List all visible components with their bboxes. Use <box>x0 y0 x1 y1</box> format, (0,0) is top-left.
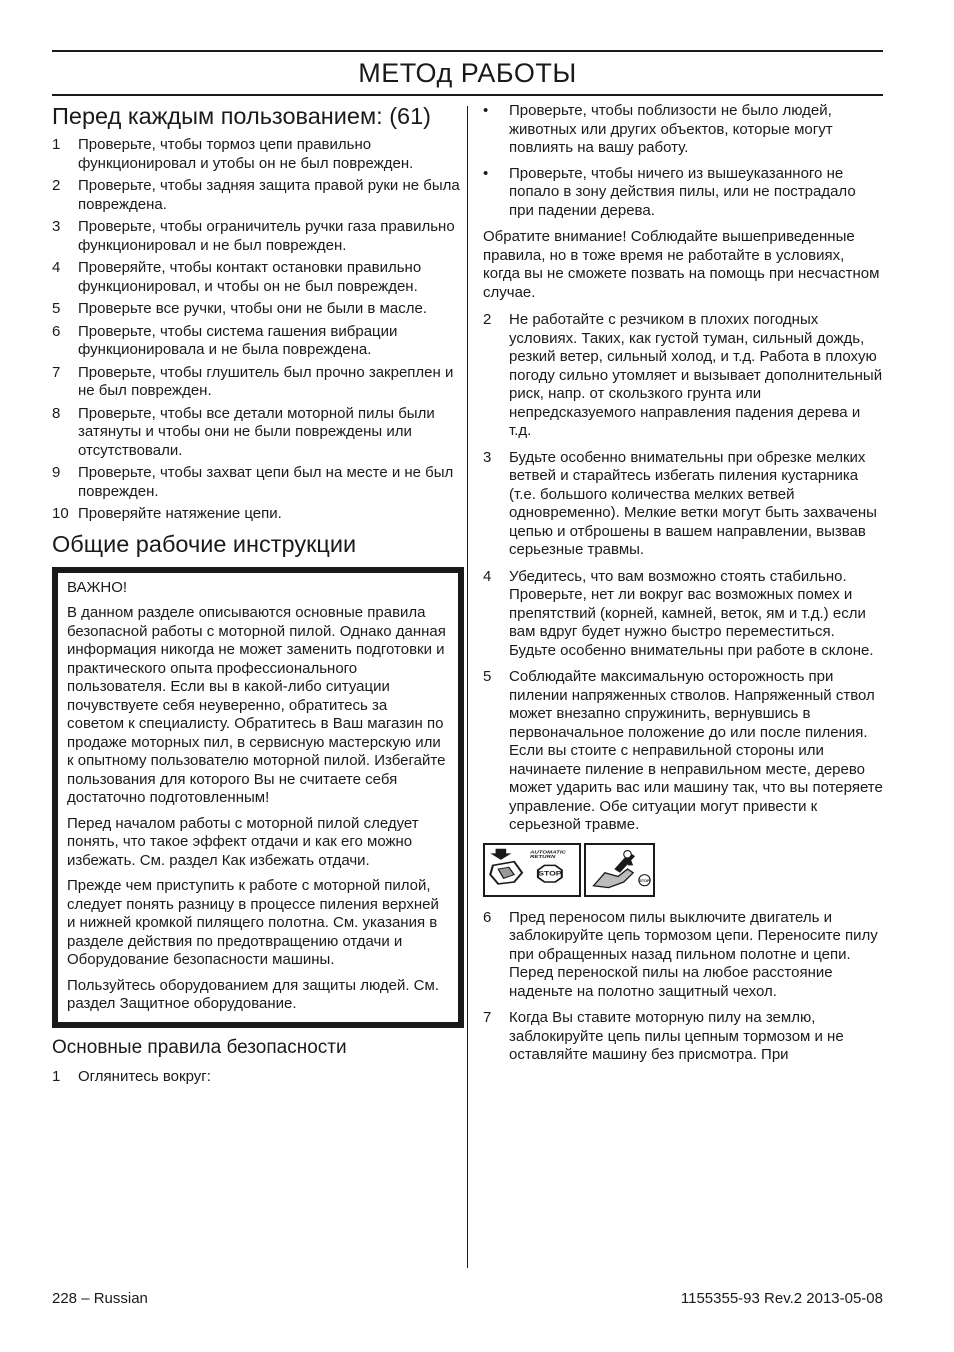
section-heading-before-use: Перед каждым пользованием: (61) <box>52 103 431 129</box>
item-number: 2 <box>52 177 61 194</box>
item-number: 6 <box>483 908 492 926</box>
important-warning-box <box>52 567 464 1028</box>
item-number: 10 <box>52 505 69 522</box>
chainsaw-kickback-symbol-icon <box>584 843 655 897</box>
subheading-basic-safety-rules: Основные правила безопасности <box>52 1036 347 1058</box>
safety-rules-list-end <box>483 909 883 1065</box>
item-text: Проверяйте натяжение цепи. <box>78 505 282 522</box>
item-text: Будьте особенно внимательны при обрезке мелких ветвей и старайтесь избегать пиления кустарника (т.е. большого количества мелких ветвей одновременно). Мелкие ветки могут быть захвачены цепью и отброшены в вашем направлении, вызвав серьезные травмы. <box>509 448 877 558</box>
list-item <box>483 449 883 560</box>
item-number: 3 <box>483 448 492 466</box>
item-text: Проверьте, чтобы все детали моторной пилы были затянуты и чтобы они не были повреждены или отсутствовали. <box>78 404 435 459</box>
footer-document-revision: 1155355-93 Rev.2 2013-05-08 <box>680 1290 883 1307</box>
item-text: Проверяйте, чтобы контакт остановки правильно функционировал, и чтобы он не был поврежден. <box>78 259 422 295</box>
item-text: Проверьте, чтобы поблизости не было людей, животных или других объектов, которые могут повлиять на вашу работу. <box>509 102 833 156</box>
list-item <box>483 568 883 661</box>
list-item <box>483 668 883 835</box>
bullet-mark: • <box>483 102 489 119</box>
safety-rules-list <box>52 1068 460 1087</box>
item-text: Пред переносом пилы выключите двигатель и заблокируйте цепь тормозом цепи. Переносите пилу при обращенных назад пильном полотне и цепи. Перед переноской пилы на любое расстояние наденьте на полотно защитный чехол. <box>509 908 878 1000</box>
bullet-item <box>483 165 883 221</box>
list-item <box>52 505 460 524</box>
list-item <box>52 405 460 461</box>
svg-text:STOP: STOP <box>538 869 562 877</box>
list-item <box>52 323 460 360</box>
item-number: 1 <box>52 1067 61 1085</box>
list-item <box>483 909 883 1002</box>
safety-rules-list-continued <box>483 311 883 835</box>
list-item <box>52 136 460 173</box>
list-item <box>52 218 460 255</box>
item-text: Убедитесь, что вам возможно стоять стабильно. Проверьте, нет ли вокруг вас возможных помех и препятствий (корней, камней, веток, ям и т.д.) если вам вдруг будет нужно быстро переместиться. Будьте особенно внимательны при работе в склоне. <box>509 567 874 659</box>
item-text: Оглянитесь вокруг: <box>78 1067 211 1085</box>
warning-paragraph: Пользуйтесь оборудованием для защиты людей. См. раздел Защитное оборудование. <box>67 976 439 1012</box>
item-text: Проверьте, чтобы задняя защита правой руки не была повреждена. <box>78 177 460 213</box>
list-item <box>52 464 460 501</box>
page-title: МЕТОд РАБОТЫ <box>358 58 577 88</box>
item-number: 2 <box>483 311 492 328</box>
warning-label: ВАЖНО! <box>67 578 128 596</box>
list-item <box>52 1068 460 1087</box>
list-item <box>483 311 883 441</box>
warning-paragraph: Перед началом работы с моторной пилой следует понять, что такое эффект отдачи и как его можно избежать. См. раздел Как избежать отдачи. <box>67 814 419 869</box>
item-text: Проверьте, чтобы ограничитель ручки газа правильно функционировал и не был поврежден. <box>78 218 455 254</box>
svg-text:STOP: STOP <box>639 878 650 883</box>
before-use-list <box>52 136 460 524</box>
item-text: Когда Вы ставите моторную пилу на землю, заблокируйте цепь пилы цепным тормозом и не оставляйте машину без присмотра. При <box>509 1009 844 1063</box>
svg-text:AUTOMATIC: AUTOMATIC <box>530 849 566 855</box>
item-number: 9 <box>52 464 61 481</box>
symbol-illustrations <box>483 843 883 897</box>
item-number: 3 <box>52 218 61 235</box>
warning-paragraph: В данном разделе описываются основные правила безопасной работы с моторной пилой. Однако данная информация никогда не может заменить подготовки и практического опыта профессионального пользователя. Если вы в какой-либо ситуации почувствуете себя неуверенно, обратитесь за советом к специалисту. Обратитесь в Ваш магазин по продаже моторных пил, в сервисную мастерскую или к опытному пользователю моторной пилой. Избегайте пользования для которого Вы не считаете себя достаточно подготовленным! <box>67 604 446 806</box>
svg-text:RETURN: RETURN <box>530 854 556 860</box>
item-text: Проверьте, чтобы глушитель был прочно закреплен и не был поврежден. <box>78 363 454 399</box>
list-item <box>52 177 460 214</box>
column-divider <box>467 106 468 1268</box>
warning-paragraph: Прежде чем приступить к работе с моторной пилой, следует понять разницу в процессе пиления верхней и нижней кромкой пилящего полотна. См. указания в разделе действия по предотвращению отдачи и Оборудование безопасности машины. <box>67 877 439 968</box>
item-text: Проверьте, чтобы ничего из вышеуказанного не попало в зону действия пилы, или не пострадало при падении дерева. <box>509 164 856 219</box>
bullet-item <box>483 102 883 158</box>
list-item <box>52 364 460 401</box>
item-number: 5 <box>483 668 492 685</box>
item-number: 6 <box>52 322 61 340</box>
item-number: 5 <box>52 300 61 317</box>
item-text: Проверьте, чтобы захват цепи был на месте и не был поврежден. <box>78 464 454 500</box>
look-around-bullets <box>483 102 883 220</box>
list-item <box>52 300 460 319</box>
item-text: Не работайте с резчиком в плохих погодных условиях. Таких, как густой туман, сильный дождь, резкий ветер, сильный холод, и т.д. Работа в плохую погоду сильно утомляет и вызывает дополнительный риск, напр. от скользкого грунта или непредсказуемого направления падения дерева и т.д. <box>509 311 883 439</box>
item-text: Проверьте, чтобы система гашения вибрации функционировала и не была повреждена. <box>78 322 398 358</box>
attention-note: Обратите внимание! Соблюдайте вышеприведенные правила, но в тоже время не работайте в условиях, когда вы не сможете позвать на помощь при несчастном случае. <box>483 228 880 301</box>
footer-page-number: 228 – Russian <box>52 1290 148 1307</box>
item-text: Проверьте все ручки, чтобы они не были в масле. <box>78 300 427 317</box>
left-column <box>52 102 460 1090</box>
item-number: 7 <box>483 1009 492 1026</box>
item-number: 1 <box>52 136 61 153</box>
item-number: 7 <box>52 363 61 381</box>
title-rule-top <box>52 50 883 52</box>
item-number: 8 <box>52 404 61 422</box>
chain-brake-symbol-icon <box>483 843 581 897</box>
section-heading-general-instructions: Общие рабочие инструкции <box>52 530 357 557</box>
list-item <box>483 1009 883 1065</box>
list-item <box>52 259 460 296</box>
item-number: 4 <box>52 259 61 276</box>
right-column <box>483 102 883 1073</box>
item-number: 4 <box>483 567 492 585</box>
item-text: Проверьте, чтобы тормоз цепи правильно функционировал и утобы он не был поврежден. <box>78 136 414 172</box>
title-rule-bottom <box>52 94 883 96</box>
bullet-mark: • <box>483 164 489 182</box>
item-text: Соблюдайте максимальную осторожность при пилении напряженных стволов. Напряженный ствол может внезапно спружинить, вернувшись в первоначальное положение до или после пиления. Если вы стоите с неправильной стороны или начинаете пиление в неправильном месте, дерево может ударить вас или машину так, что вы потеряете управление. Обе ситуации могут привести к серьезной травме. <box>509 668 883 833</box>
